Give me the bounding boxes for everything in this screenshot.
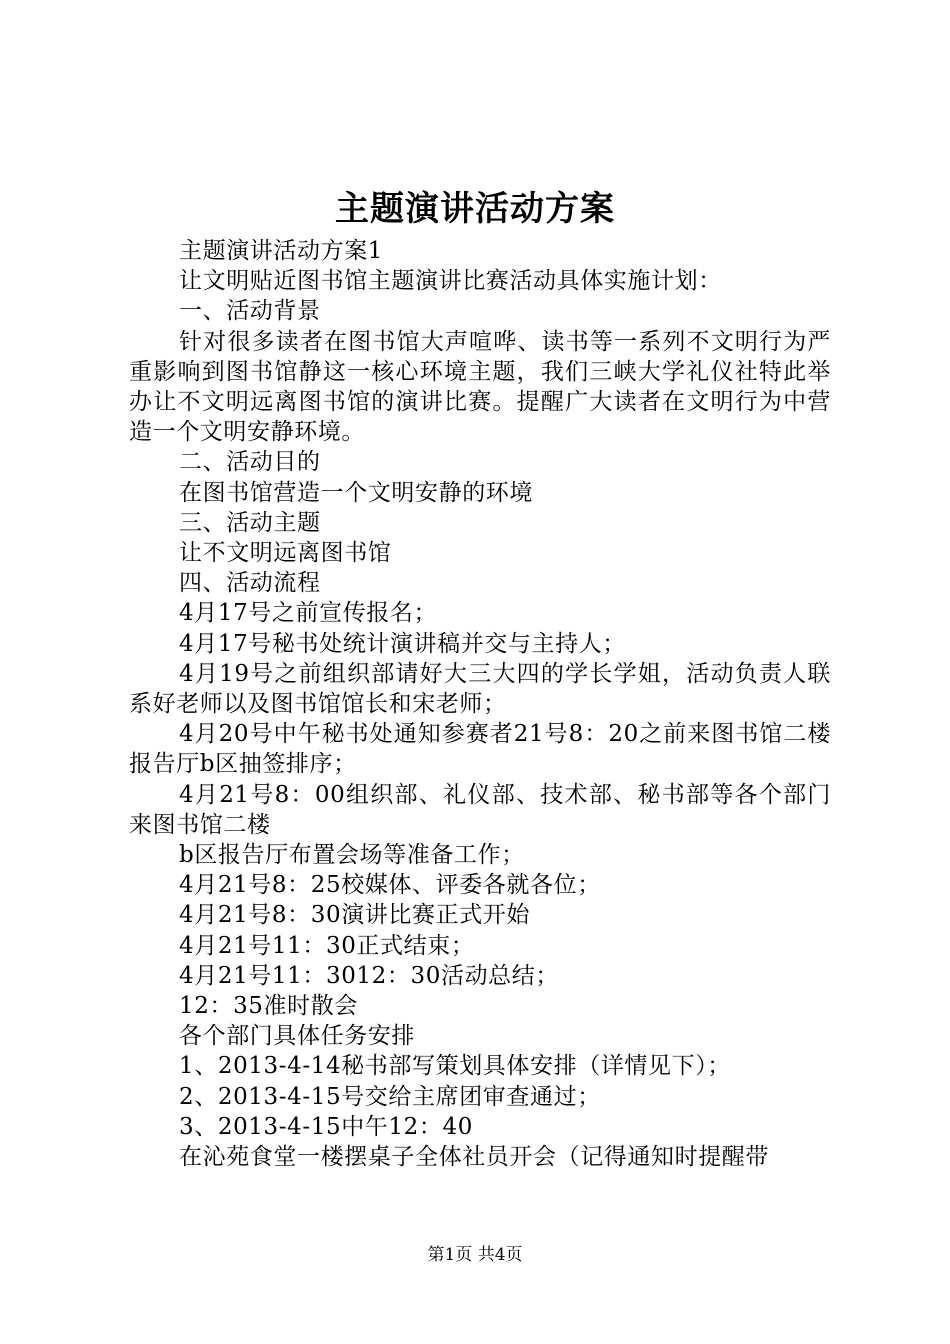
paragraph: 让不文明远离图书馆 — [179, 540, 392, 567]
paragraph: 针对很多读者在图书馆大声喧哗、读书等一系列不文明行为严重影响到图书馆静这一核心环境主题，我们三峡大学礼仪社特此举办让不文明远离图书馆的演讲比赛。提醒广大读者在文明行为中营造一个文明安静环境。 — [129, 328, 831, 446]
page-number-footer: 第1页 共4页 — [427, 1245, 523, 1265]
paragraph: 让文明贴近图书馆主题演讲比赛活动具体实施计划： — [179, 268, 722, 295]
list-item: 4月20号中午秘书处通知参赛者21号8：20之前来图书馆二楼报告厅b区抽签排序； — [129, 721, 831, 778]
list-item: 2、2013-4-15号交给主席团审查通过； — [179, 1083, 601, 1110]
list-item: 4月21号8：25校媒体、评委各就各位； — [179, 872, 601, 899]
document-title: 主题演讲活动方案 — [335, 189, 615, 229]
list-item: 3、2013-4-15中午12：40 — [179, 1113, 473, 1140]
list-item: 4月21号8：30演讲比赛正式开始 — [179, 902, 530, 929]
list-item: 4月21号8：00组织部、礼仪部、技术部、秘书部等各个部门来图书馆二楼 — [129, 781, 831, 838]
list-item: 4月21号11：3012：30活动总结； — [179, 962, 559, 989]
document-body — [129, 236, 831, 1172]
list-item: 1、2013-4-14秘书部写策划具体安排（详情见下）； — [179, 1053, 731, 1080]
section-heading: 一、活动背景 — [179, 298, 321, 325]
list-item: 4月21号11：30正式结束； — [179, 932, 475, 959]
section-heading: 三、活动主题 — [179, 509, 321, 536]
section-heading: 各个部门具体任务安排 — [179, 1023, 415, 1050]
paragraph: 在图书馆营造一个文明安静的环境 — [179, 479, 533, 506]
list-item: 4月17号之前宣传报名； — [179, 600, 438, 627]
paragraph: 主题演讲活动方案1 — [179, 238, 384, 264]
list-item: b区报告厅布置会场等准备工作； — [179, 842, 525, 869]
list-item: 4月19号之前组织部请好大三大四的学长学姐，活动负责人联系好老师以及图书馆馆长和宋老师； — [129, 660, 831, 718]
section-heading: 二、活动目的 — [179, 449, 321, 476]
list-item: 12：35准时散会 — [179, 993, 358, 1020]
paragraph: 在沁苑食堂一楼摆桌子全体社员开会（记得通知时提醒带 — [179, 1144, 769, 1171]
section-heading: 四、活动流程 — [179, 570, 321, 597]
list-item: 4月17号秘书处统计演讲稿并交与主持人； — [179, 630, 626, 657]
